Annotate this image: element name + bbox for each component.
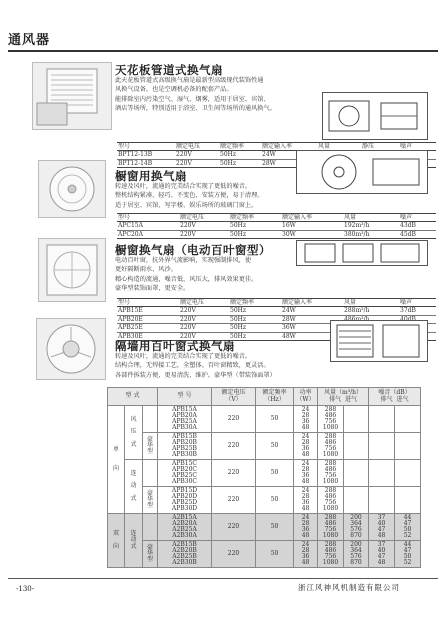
airflow-in-cell [344, 487, 369, 514]
desc-line: 精心构造的流通，噪音低、风压大，排风效果更佳。 [115, 275, 258, 283]
power-cell: 24 28 36 48 [294, 487, 318, 514]
table-cell: 380m³/h [343, 230, 399, 238]
section3-desc [115, 256, 257, 293]
airflow-in-cell [344, 433, 369, 460]
page-number: -130- [16, 585, 35, 593]
noise-in-cell: 44 47 50 52 [395, 541, 421, 568]
wall-fan-diagram-icon [331, 321, 427, 361]
header-airflow: 风量（m³/h） 排气 进气 [318, 388, 369, 406]
noise-out-cell: 37 40 47 48 [369, 514, 395, 541]
airflow-out-cell: 288 486 756 1080 [318, 541, 344, 568]
table-cell: 43dB [399, 222, 436, 230]
table-cell: BPT12-14B [117, 159, 175, 167]
power-cell: 24 28 36 48 [294, 460, 318, 487]
table-cell: 24W [261, 151, 317, 159]
louver-window-fan-photo [38, 238, 106, 302]
table-cell: 30W [281, 230, 343, 238]
table-cell: APB25E [117, 324, 179, 332]
voltage-cell: 220 [212, 487, 256, 514]
page-header [8, 22, 438, 52]
louver-fan-icon [39, 239, 105, 301]
window-fan-photo [38, 160, 106, 218]
table-header: 额定频率 [229, 299, 281, 307]
table-header: 额定输入率 [281, 214, 343, 222]
luxury-type-cell: 豪 华 型 [143, 487, 158, 514]
section1-desc [115, 76, 276, 113]
footer-divider [8, 578, 438, 579]
header-noise: 噪音（dB） 排气 进气 [369, 388, 421, 406]
window-fan-icon [39, 161, 105, 217]
table-row [117, 222, 436, 230]
noise-in-cell [395, 460, 421, 487]
table-header: 静压 [361, 143, 399, 151]
table-header: 额定频率 [229, 214, 281, 222]
noise-in-cell [395, 433, 421, 460]
table-cell: 28W [281, 315, 343, 323]
table-cell: 220V [179, 315, 229, 323]
table-header: 额定输入率 [281, 299, 343, 307]
table-cell: 50Hz [229, 230, 281, 238]
wall-fan-icon [37, 319, 105, 379]
airflow-out-cell: 288 486 756 1080 [318, 487, 344, 514]
table-header: 型号 [117, 299, 179, 307]
power-cell: 24 28 36 48 [294, 433, 318, 460]
desc-line: 电动百叶窗，抗外界气流影响，实现强制排风，使 [115, 257, 252, 264]
voltage-cell: 220 [212, 514, 256, 541]
table-cell: 50Hz [229, 332, 281, 340]
voltage-cell: 220 [212, 460, 256, 487]
model-cell: APB15A APB20A APB25A APB30A [158, 406, 212, 433]
desc-line: 各部件拆装方便，更易清洗、维护。豪华型（带装饰面罩） [115, 371, 276, 379]
section2-title: 橱窗用换气扇 [115, 169, 187, 183]
voltage-cell: 220 [212, 541, 256, 568]
wall-louver-fan-photo [36, 318, 106, 380]
frequency-cell: 50 [256, 406, 294, 433]
wall-fan-spec-table [107, 387, 421, 568]
airflow-in-cell [344, 460, 369, 487]
desc-line: 适于居室、宾馆、写字楼、娱乐场所的玻璃门窗上。 [115, 201, 258, 209]
louver-fan-diagram-icon [297, 241, 427, 265]
table-header: 额定输入率 [261, 143, 317, 151]
noise-in-cell [395, 487, 421, 514]
frequency-cell: 50 [256, 514, 294, 541]
table-cell: 220V [179, 307, 229, 315]
table-cell: 24W [281, 307, 343, 315]
table-cell: 50Hz [229, 222, 281, 230]
table-header: 型号 [117, 143, 175, 151]
table-cell: 50Hz [219, 159, 261, 167]
table-cell: 28W [261, 159, 317, 167]
table-row [117, 307, 436, 315]
model-cell: APB15B APB20B APB25B APB30B [158, 433, 212, 460]
table-header: 噪声 [399, 299, 436, 307]
header-type: 型 式 [108, 388, 158, 406]
voltage-cell: 220 [212, 406, 256, 433]
standard-cell [143, 514, 158, 541]
noise-out-cell: 37 40 47 48 [369, 541, 395, 568]
table-cell: 48W [281, 332, 343, 340]
table-cell: APB30E [117, 332, 179, 340]
desc-line: 风换气设备，也是空调机必备的配套产品。 [115, 86, 233, 94]
section3-title: 橱窗换气扇（电动百叶窗型） [115, 243, 271, 257]
single-direction-cell: 单 向 [108, 406, 125, 514]
louver-fan-drawing [296, 240, 428, 266]
window-fan-drawing [296, 150, 428, 194]
ceiling-fan-icon [33, 63, 111, 129]
table-cell: 220V [175, 159, 219, 167]
table-header: 额定电压 [175, 143, 219, 151]
table-cell: 220V [179, 230, 229, 238]
desc-line: 转速及风叶，流通的完美结合实现了更低的噪音。 [115, 183, 252, 190]
table-cell: APB15E [117, 307, 179, 315]
table-cell: 50Hz [229, 324, 281, 332]
table-cell: 192m³/h [343, 222, 399, 230]
luxury-type-cell: 豪 华 型 [143, 433, 158, 460]
table-header: 风量 [343, 214, 399, 222]
table-cell: APC20A [117, 230, 179, 238]
power-cell: 24 28 36 48 [294, 514, 318, 541]
power-cell: 24 28 36 48 [294, 541, 318, 568]
model-cell: APB15D APB20D APB25D APB30D [158, 487, 212, 514]
airflow-in-cell: 200 364 576 870 [344, 514, 369, 541]
table-cell: 50Hz [219, 151, 261, 159]
airflow-out-cell: 288 486 756 1080 [318, 433, 344, 460]
noise-out-cell [369, 487, 395, 514]
section2-desc [115, 182, 264, 210]
section4-desc [115, 352, 276, 380]
table-header: 额定电压 [179, 214, 229, 222]
table-header: 风量 [343, 299, 399, 307]
header-voltage: 额定电压 （V） [212, 388, 256, 406]
section4-title: 隔墙用百叶窗式换气扇 [115, 339, 235, 353]
voltage-cell: 220 [212, 433, 256, 460]
wall-fan-drawing [330, 320, 428, 362]
table-cell: 45dB [399, 230, 436, 238]
ceiling-fan-drawing [322, 92, 428, 140]
table-cell: 288m³/h [343, 307, 399, 315]
power-cell: 24 28 36 48 [294, 406, 318, 433]
wind-pressure-type-cell: 风 压 式 [125, 406, 143, 460]
desc-line: 能排除室内污染空气、湿气、烟雾，适用于居室、宾馆、 [115, 95, 270, 103]
frequency-cell: 50 [256, 433, 294, 460]
table-cell: 220V [179, 222, 229, 230]
table-header: 风量 [317, 143, 361, 151]
table-cell: 16W [281, 222, 343, 230]
table-header: 型号 [117, 214, 179, 222]
airflow-out-cell: 288 486 756 1080 [318, 406, 344, 433]
section1-title: 天花板管道式换气扇 [115, 63, 223, 77]
desc-line: 整机结构紧凑、轻巧、不变色、安装方便，易于清理。 [115, 192, 264, 200]
noise-out-cell [369, 433, 395, 460]
ceiling-fan-photo [32, 62, 112, 130]
luxury-type-cell: 豪 华 型 [143, 541, 158, 568]
company-name: 浙江风神风机制造有限公司 [298, 583, 400, 592]
header-power: 功率 （W） [294, 388, 318, 406]
table-cell: APC15A [117, 222, 179, 230]
table-cell: 50Hz [229, 315, 281, 323]
table-cell: 37dB [399, 307, 436, 315]
table-cell: 220V [175, 151, 219, 159]
model-cell: A2B15A A2B20A A2B25A A2B30A [158, 514, 212, 541]
desc-line: 转速及风叶，流通的完美结合实现了更低的噪音。 [115, 353, 252, 360]
header-frequency: 额定频率 （Hz） [256, 388, 294, 406]
noise-out-cell [369, 460, 395, 487]
table-cell: BPT12-13B [117, 151, 175, 159]
double-direction-cell: 双 向 [108, 514, 125, 568]
desc-line: 豪华型装饰面罩，更安全。 [115, 284, 190, 292]
linked-type-cell: 连 动 式 [125, 460, 143, 514]
table-cell: APB20E [117, 315, 179, 323]
frequency-cell: 50 [256, 541, 294, 568]
table-header: 噪声 [399, 143, 436, 151]
table-row [117, 230, 436, 238]
table-cell: 36W [281, 324, 343, 332]
desc-line: 酒店等场所，特别适用于浴室、卫生间等场所的通风换气。 [115, 104, 276, 112]
airflow-in-cell [344, 406, 369, 433]
table-header: 额定电压 [179, 299, 229, 307]
airflow-in-cell: 200 364 576 870 [344, 541, 369, 568]
desc-line: 更好隔断雨水、风沙。 [115, 266, 177, 274]
table-header: 额定频率 [219, 143, 261, 151]
standard-cell [143, 406, 158, 433]
frequency-cell: 50 [256, 460, 294, 487]
model-cell: A2B15B A2B20B A2B25B A2B30B [158, 541, 212, 568]
linked-type-cell: 连 动 式 [125, 514, 143, 568]
table-cell: 50Hz [229, 307, 281, 315]
table-header: 噪声 [399, 214, 436, 222]
airflow-out-cell: 288 486 756 1080 [318, 514, 344, 541]
noise-out-cell [369, 406, 395, 433]
desc-line: 结构合理，无焊接工艺，全塑体。百叶窗精致，更灵活。 [115, 362, 270, 370]
header-model: 型 号 [158, 388, 212, 406]
airflow-out-cell: 288 486 756 1080 [318, 460, 344, 487]
frequency-cell: 50 [256, 487, 294, 514]
window-fan-diagram-icon [297, 151, 427, 193]
page-title: 通风器 [8, 33, 51, 48]
model-cell: APB15C APB20C APB25C APB30C [158, 460, 212, 487]
noise-in-cell: 44 47 50 52 [395, 514, 421, 541]
ceiling-fan-diagram-icon [323, 93, 427, 139]
section2-table [117, 213, 436, 239]
table-cell: 220V [179, 332, 229, 340]
table-cell: 220V [179, 324, 229, 332]
noise-in-cell [395, 406, 421, 433]
standard-cell [143, 460, 158, 487]
desc-line: 此天花板管道式高级换气扇是最新型高级现代装饰性通 [115, 77, 264, 84]
